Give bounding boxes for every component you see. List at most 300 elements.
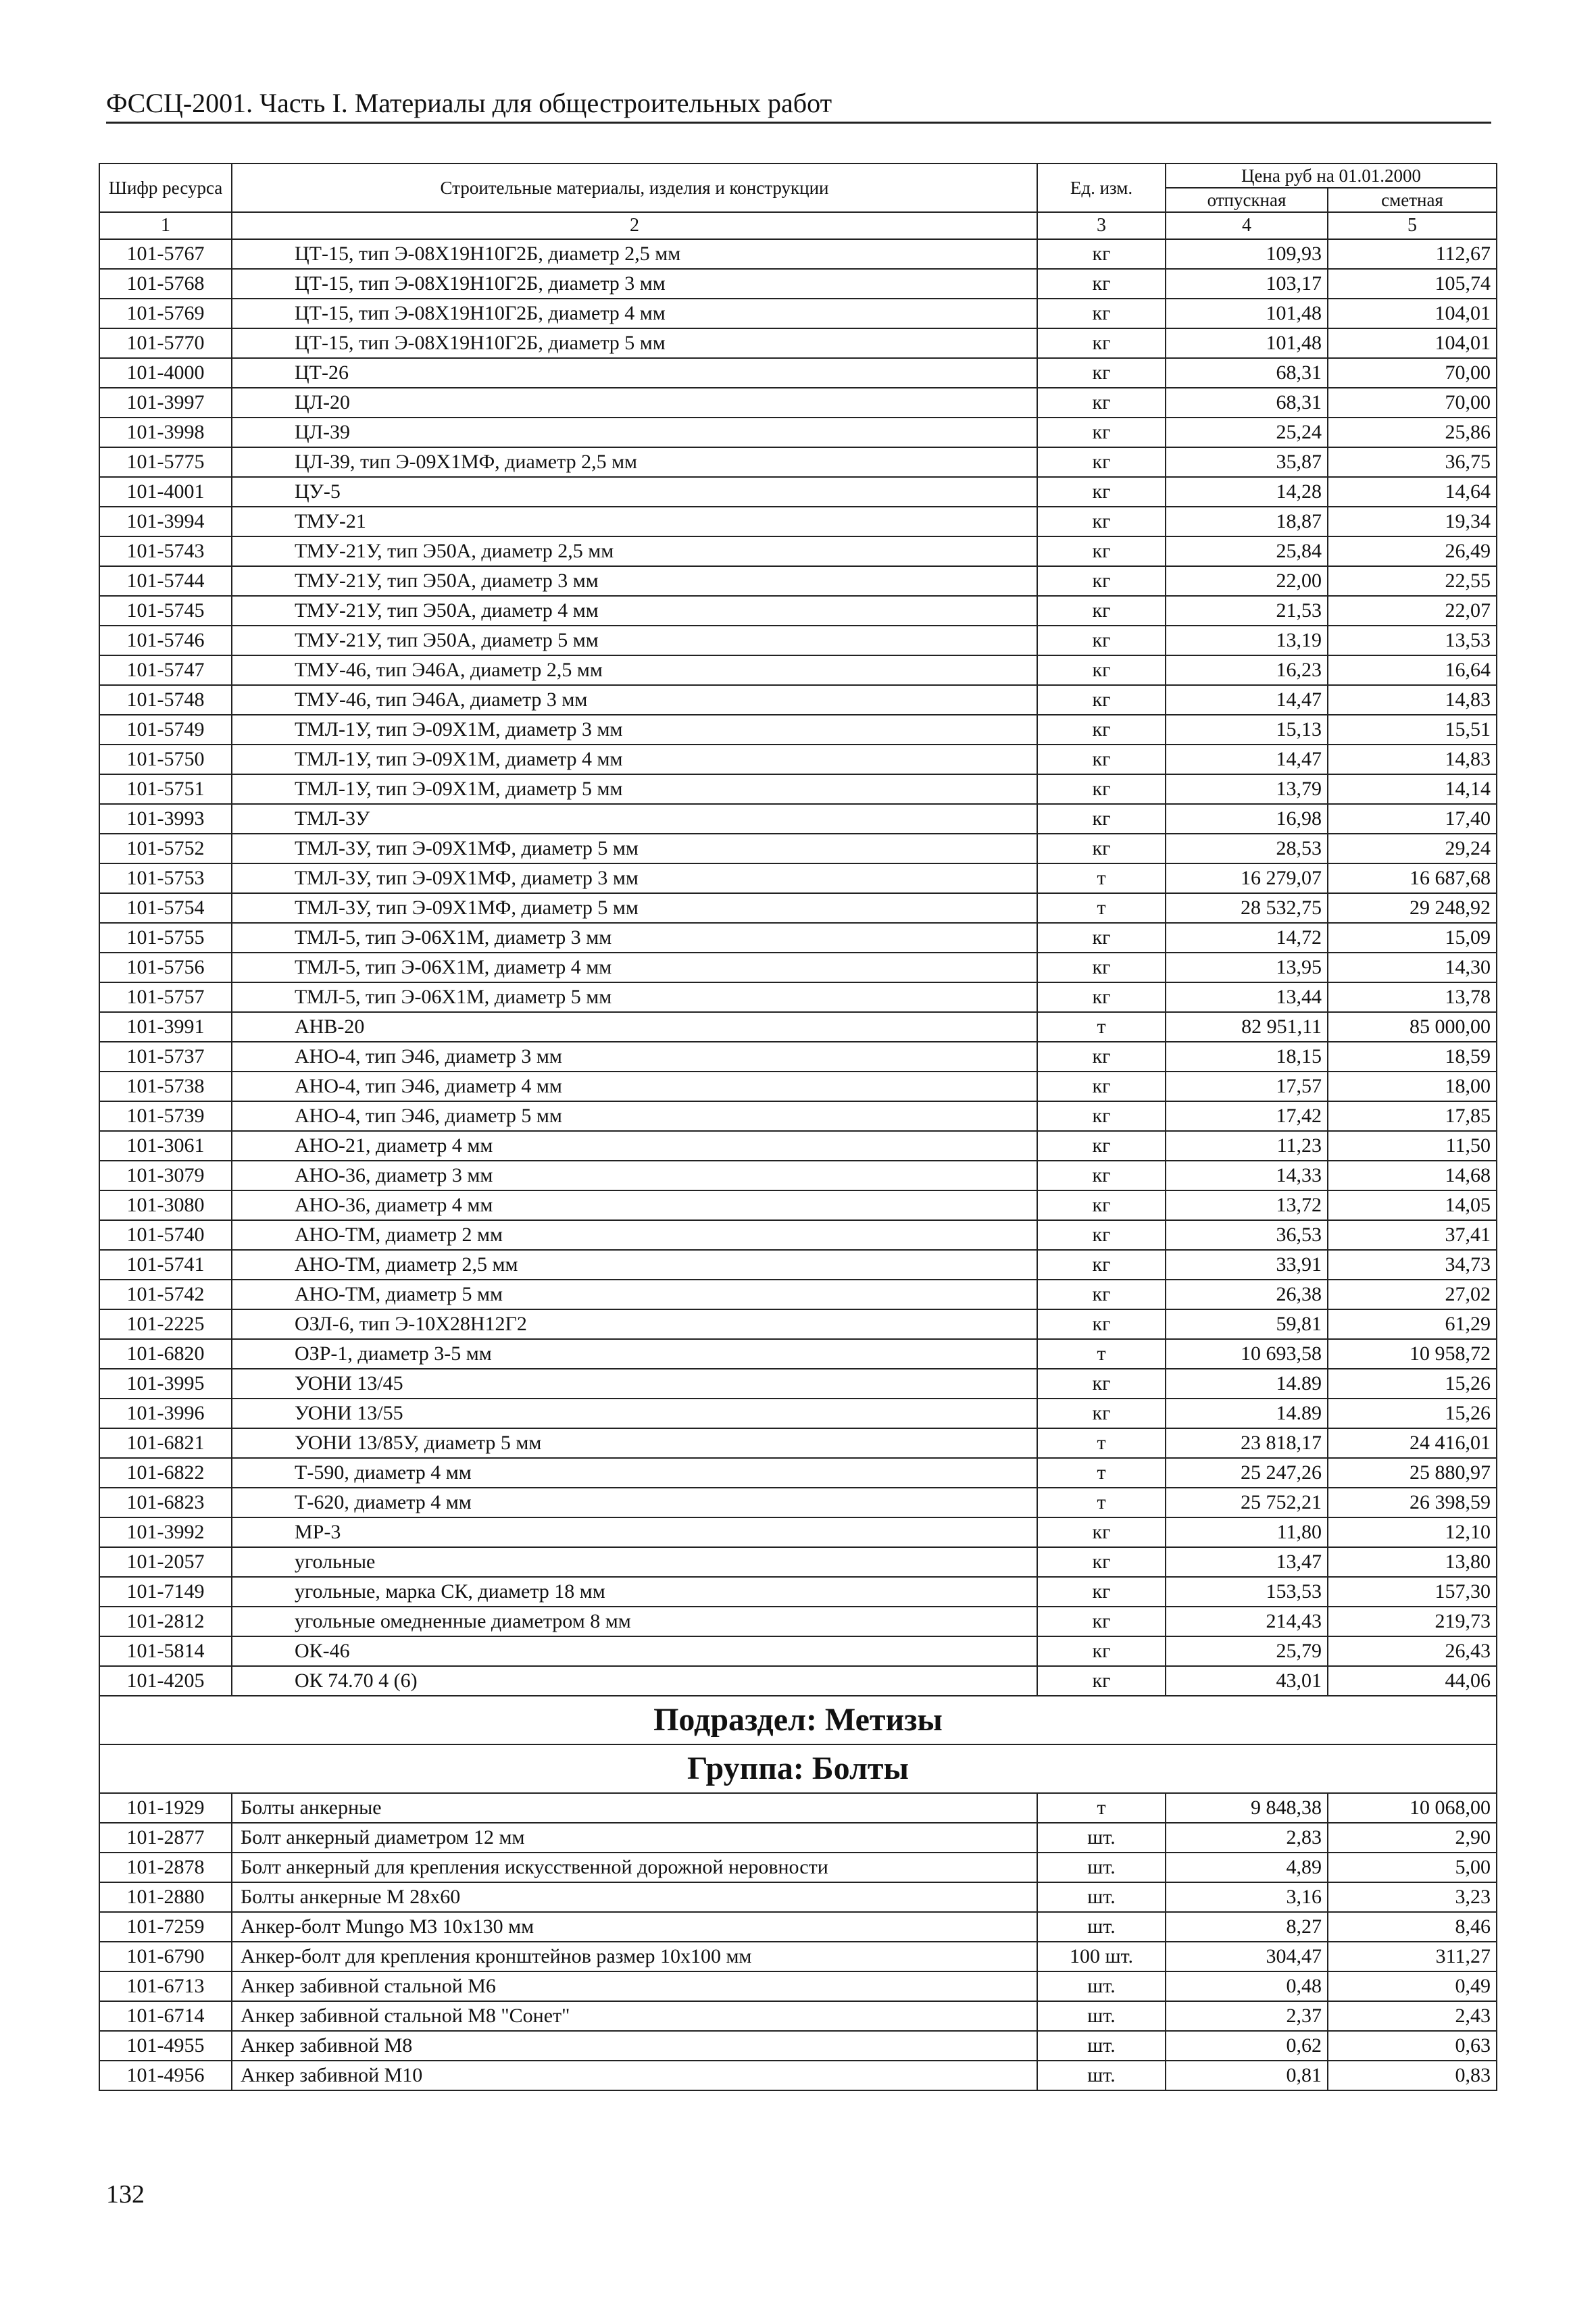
unit: кг (1037, 1280, 1166, 1309)
page-number: 132 (106, 2180, 145, 2209)
estimate-price: 29,24 (1328, 834, 1497, 863)
header-code: Шифр ресурса (99, 164, 232, 212)
release-price: 14,47 (1166, 745, 1328, 774)
table-row (99, 1666, 1497, 1696)
table-row (99, 923, 1497, 953)
release-price: 14,72 (1166, 923, 1328, 953)
resource-code: 101-5767 (99, 239, 232, 269)
table-row (99, 1042, 1497, 1072)
release-price: 4,89 (1166, 1853, 1328, 1882)
resource-code: 101-6714 (99, 2001, 232, 2031)
resource-code: 101-2812 (99, 1607, 232, 1636)
table-row (99, 774, 1497, 804)
resource-code: 101-5750 (99, 745, 232, 774)
table-row (99, 1636, 1497, 1666)
unit: кг (1037, 1101, 1166, 1131)
resource-code: 101-5753 (99, 863, 232, 893)
estimate-price: 27,02 (1328, 1280, 1497, 1309)
unit: т (1037, 893, 1166, 923)
table-row (99, 1280, 1497, 1309)
material-name: Анкер забивной стальной М6 (232, 1971, 1037, 2001)
table-row (99, 1131, 1497, 1161)
release-price: 82 951,11 (1166, 1012, 1328, 1042)
table-row (99, 477, 1497, 507)
header-name: Строительные материалы, изделия и конструкции (232, 164, 1037, 212)
estimate-price: 17,40 (1328, 804, 1497, 834)
estimate-price: 19,34 (1328, 507, 1497, 536)
resource-code: 101-6823 (99, 1488, 232, 1517)
release-price: 36,53 (1166, 1220, 1328, 1250)
table-row (99, 1101, 1497, 1131)
resource-code: 101-3994 (99, 507, 232, 536)
material-name: ТМЛ-5, тип Э-06Х1М, диаметр 3 мм (232, 923, 1037, 953)
subsection-title: Подраздел: Метизы (99, 1696, 1497, 1744)
material-name: ТМЛ-1У, тип Э-09Х1М, диаметр 3 мм (232, 715, 1037, 745)
unit: шт. (1037, 2061, 1166, 2090)
resource-code: 101-5739 (99, 1101, 232, 1131)
release-price: 0,62 (1166, 2031, 1328, 2061)
release-price: 17,57 (1166, 1072, 1328, 1101)
resource-code: 101-2057 (99, 1547, 232, 1577)
resource-code: 101-3997 (99, 388, 232, 418)
table-row (99, 328, 1497, 358)
unit: шт. (1037, 1853, 1166, 1882)
resource-code: 101-2878 (99, 1853, 232, 1882)
unit: шт. (1037, 2001, 1166, 2031)
material-name: Т-590, диаметр 4 мм (232, 1458, 1037, 1488)
header-estimate-price: сметная (1328, 188, 1497, 212)
material-name: ТМЛ-5, тип Э-06Х1М, диаметр 4 мм (232, 953, 1037, 982)
table-row (99, 655, 1497, 685)
material-name: ТМЛ-1У, тип Э-09Х1М, диаметр 5 мм (232, 774, 1037, 804)
material-name: ТМУ-46, тип Э46А, диаметр 3 мм (232, 685, 1037, 715)
resource-code: 101-5757 (99, 982, 232, 1012)
material-name: ТМЛ-5, тип Э-06Х1М, диаметр 5 мм (232, 982, 1037, 1012)
resource-code: 101-2880 (99, 1882, 232, 1912)
column-number: 1 (99, 212, 232, 239)
release-price: 17,42 (1166, 1101, 1328, 1131)
unit: кг (1037, 536, 1166, 566)
release-price: 13,95 (1166, 953, 1328, 982)
material-name: ЦЛ-39 (232, 418, 1037, 447)
release-price: 214,43 (1166, 1607, 1328, 1636)
material-name: Болт анкерный диаметром 12 мм (232, 1823, 1037, 1853)
resource-code: 101-4000 (99, 358, 232, 388)
table-row (99, 1942, 1497, 1971)
estimate-price: 10 068,00 (1328, 1793, 1497, 1823)
release-price: 14.89 (1166, 1399, 1328, 1428)
unit: кг (1037, 1399, 1166, 1428)
estimate-price: 34,73 (1328, 1250, 1497, 1280)
release-price: 68,31 (1166, 388, 1328, 418)
estimate-price: 29 248,92 (1328, 893, 1497, 923)
table-body (99, 212, 1497, 2090)
unit: т (1037, 863, 1166, 893)
unit: шт. (1037, 1971, 1166, 2001)
table-row (99, 1823, 1497, 1853)
resource-code: 101-5756 (99, 953, 232, 982)
estimate-price: 44,06 (1328, 1666, 1497, 1696)
release-price: 25,84 (1166, 536, 1328, 566)
material-name: ЦТ-15, тип Э-08Х19Н10Г2Б, диаметр 3 мм (232, 269, 1037, 299)
table-row (99, 715, 1497, 745)
release-price: 13,79 (1166, 774, 1328, 804)
release-price: 33,91 (1166, 1250, 1328, 1280)
material-name: ТМУ-21У, тип Э50А, диаметр 5 мм (232, 626, 1037, 655)
unit: кг (1037, 804, 1166, 834)
material-name: Болты анкерные М 28х60 (232, 1882, 1037, 1912)
material-name: ЦЛ-20 (232, 388, 1037, 418)
unit: кг (1037, 745, 1166, 774)
unit: т (1037, 1428, 1166, 1458)
estimate-price: 18,59 (1328, 1042, 1497, 1072)
estimate-price: 26,43 (1328, 1636, 1497, 1666)
release-price: 18,87 (1166, 507, 1328, 536)
table-row (99, 1309, 1497, 1339)
estimate-price: 14,05 (1328, 1190, 1497, 1220)
release-price: 16,23 (1166, 655, 1328, 685)
material-name: ТМЛ-3У, тип Э-09Х1МФ, диаметр 5 мм (232, 834, 1037, 863)
table-row (99, 447, 1497, 477)
estimate-price: 13,53 (1328, 626, 1497, 655)
resource-code: 101-6820 (99, 1339, 232, 1369)
estimate-price: 112,67 (1328, 239, 1497, 269)
unit: кг (1037, 982, 1166, 1012)
table-row (99, 1220, 1497, 1250)
estimate-price: 24 416,01 (1328, 1428, 1497, 1458)
material-name: МР-3 (232, 1517, 1037, 1547)
release-price: 13,19 (1166, 626, 1328, 655)
estimate-price: 26,49 (1328, 536, 1497, 566)
release-price: 14,47 (1166, 685, 1328, 715)
estimate-price: 104,01 (1328, 299, 1497, 328)
unit: кг (1037, 1607, 1166, 1636)
unit: кг (1037, 1577, 1166, 1607)
estimate-price: 15,51 (1328, 715, 1497, 745)
material-name: ТМУ-21У, тип Э50А, диаметр 4 мм (232, 596, 1037, 626)
table-row (99, 1339, 1497, 1369)
release-price: 10 693,58 (1166, 1339, 1328, 1369)
resource-code: 101-3998 (99, 418, 232, 447)
resource-code: 101-5744 (99, 566, 232, 596)
material-name: ТМЛ-1У, тип Э-09Х1М, диаметр 4 мм (232, 745, 1037, 774)
resource-code: 101-5768 (99, 269, 232, 299)
estimate-price: 36,75 (1328, 447, 1497, 477)
table-row (99, 1012, 1497, 1042)
unit: кг (1037, 299, 1166, 328)
resource-code: 101-3995 (99, 1369, 232, 1399)
material-name: ОК 74.70 4 (6) (232, 1666, 1037, 1696)
release-price: 26,38 (1166, 1280, 1328, 1309)
unit: 100 шт. (1037, 1942, 1166, 1971)
estimate-price: 15,26 (1328, 1369, 1497, 1399)
resource-code: 101-5745 (99, 596, 232, 626)
estimate-price: 17,85 (1328, 1101, 1497, 1131)
estimate-price: 18,00 (1328, 1072, 1497, 1101)
table-row (99, 418, 1497, 447)
release-price: 11,80 (1166, 1517, 1328, 1547)
table-row (99, 685, 1497, 715)
resource-code: 101-7149 (99, 1577, 232, 1607)
release-price: 13,72 (1166, 1190, 1328, 1220)
unit: кг (1037, 715, 1166, 745)
estimate-price: 26 398,59 (1328, 1488, 1497, 1517)
resource-code: 101-5775 (99, 447, 232, 477)
material-name: УОНИ 13/55 (232, 1399, 1037, 1428)
release-price: 22,00 (1166, 566, 1328, 596)
material-name: АНО-ТМ, диаметр 2,5 мм (232, 1250, 1037, 1280)
unit: кг (1037, 1547, 1166, 1577)
estimate-price: 37,41 (1328, 1220, 1497, 1250)
estimate-price: 14,14 (1328, 774, 1497, 804)
unit: кг (1037, 1131, 1166, 1161)
estimate-price: 15,26 (1328, 1399, 1497, 1428)
column-number: 3 (1037, 212, 1166, 239)
resource-code: 101-5769 (99, 299, 232, 328)
release-price: 2,37 (1166, 2001, 1328, 2031)
estimate-price: 12,10 (1328, 1517, 1497, 1547)
estimate-price: 14,30 (1328, 953, 1497, 982)
release-price: 68,31 (1166, 358, 1328, 388)
table-row (99, 1190, 1497, 1220)
table-row (99, 1882, 1497, 1912)
unit: кг (1037, 685, 1166, 715)
material-name: ТМУ-21 (232, 507, 1037, 536)
table-row (99, 2031, 1497, 2061)
unit: кг (1037, 1309, 1166, 1339)
unit: кг (1037, 328, 1166, 358)
resource-code: 101-3061 (99, 1131, 232, 1161)
header-price-group: Цена руб на 01.01.2000 (1166, 164, 1497, 188)
material-name: ТМЛ-3У (232, 804, 1037, 834)
estimate-price: 16,64 (1328, 655, 1497, 685)
resource-code: 101-5755 (99, 923, 232, 953)
table-row (99, 1161, 1497, 1190)
material-name: АНВ-20 (232, 1012, 1037, 1042)
resource-code: 101-5740 (99, 1220, 232, 1250)
estimate-price: 70,00 (1328, 388, 1497, 418)
release-price: 28 532,75 (1166, 893, 1328, 923)
estimate-price: 16 687,68 (1328, 863, 1497, 893)
material-name: Анкер-болт Mungo М3 10х130 мм (232, 1912, 1037, 1942)
release-price: 13,44 (1166, 982, 1328, 1012)
material-name: Болт анкерный для крепления искусственной дорожной неровности (232, 1853, 1037, 1882)
material-name: АНО-4, тип Э46, диаметр 5 мм (232, 1101, 1037, 1131)
material-name: ТМУ-21У, тип Э50А, диаметр 2,5 мм (232, 536, 1037, 566)
estimate-price: 157,30 (1328, 1577, 1497, 1607)
estimate-price: 3,23 (1328, 1882, 1497, 1912)
release-price: 59,81 (1166, 1309, 1328, 1339)
material-name: ЦТ-26 (232, 358, 1037, 388)
resource-code: 101-5814 (99, 1636, 232, 1666)
material-name: АНО-36, диаметр 3 мм (232, 1161, 1037, 1190)
material-name: Анкер забивной М10 (232, 2061, 1037, 2090)
resource-code: 101-5747 (99, 655, 232, 685)
unit: кг (1037, 1190, 1166, 1220)
price-table (99, 163, 1497, 2091)
table-row (99, 804, 1497, 834)
resource-code: 101-4001 (99, 477, 232, 507)
estimate-price: 15,09 (1328, 923, 1497, 953)
estimate-price: 5,00 (1328, 1853, 1497, 1882)
unit: кг (1037, 1072, 1166, 1101)
release-price: 25 752,21 (1166, 1488, 1328, 1517)
estimate-price: 14,64 (1328, 477, 1497, 507)
resource-code: 101-6821 (99, 1428, 232, 1458)
resource-code: 101-5752 (99, 834, 232, 863)
unit: кг (1037, 418, 1166, 447)
table-row (99, 358, 1497, 388)
unit: кг (1037, 1666, 1166, 1696)
resource-code: 101-6822 (99, 1458, 232, 1488)
estimate-price: 11,50 (1328, 1131, 1497, 1161)
release-price: 11,23 (1166, 1131, 1328, 1161)
release-price: 25,24 (1166, 418, 1328, 447)
release-price: 28,53 (1166, 834, 1328, 863)
header-row (99, 164, 1497, 188)
estimate-price: 85 000,00 (1328, 1012, 1497, 1042)
material-name: ТМЛ-3У, тип Э-09Х1МФ, диаметр 5 мм (232, 893, 1037, 923)
resource-code: 101-3996 (99, 1399, 232, 1428)
resource-code: 101-3992 (99, 1517, 232, 1547)
material-name: АНО-ТМ, диаметр 5 мм (232, 1280, 1037, 1309)
resource-code: 101-5770 (99, 328, 232, 358)
material-name: ОЗЛ-6, тип Э-10Х28Н12Г2 (232, 1309, 1037, 1339)
release-price: 14,28 (1166, 477, 1328, 507)
material-name: Анкер забивной М8 (232, 2031, 1037, 2061)
material-name: ЦТ-15, тип Э-08Х19Н10Г2Б, диаметр 2,5 мм (232, 239, 1037, 269)
estimate-price: 219,73 (1328, 1607, 1497, 1636)
unit: кг (1037, 1369, 1166, 1399)
estimate-price: 61,29 (1328, 1309, 1497, 1339)
material-name: Анкер-болт для крепления кронштейнов размер 10х100 мм (232, 1942, 1037, 1971)
release-price: 153,53 (1166, 1577, 1328, 1607)
release-price: 14,33 (1166, 1161, 1328, 1190)
resource-code: 101-6790 (99, 1942, 232, 1971)
unit: т (1037, 1793, 1166, 1823)
release-price: 35,87 (1166, 447, 1328, 477)
material-name: УОНИ 13/45 (232, 1369, 1037, 1399)
release-price: 16,98 (1166, 804, 1328, 834)
resource-code: 101-5743 (99, 536, 232, 566)
resource-code: 101-5742 (99, 1280, 232, 1309)
table-row (99, 239, 1497, 269)
unit: шт. (1037, 2031, 1166, 2061)
table-row (99, 1971, 1497, 2001)
resource-code: 101-5754 (99, 893, 232, 923)
unit: шт. (1037, 1882, 1166, 1912)
material-name: ОК-46 (232, 1636, 1037, 1666)
material-name: АНО-21, диаметр 4 мм (232, 1131, 1037, 1161)
table-row (99, 745, 1497, 774)
material-name: ЦТ-15, тип Э-08Х19Н10Г2Б, диаметр 5 мм (232, 328, 1037, 358)
material-name: Т-620, диаметр 4 мм (232, 1488, 1037, 1517)
release-price: 0,48 (1166, 1971, 1328, 2001)
unit: кг (1037, 834, 1166, 863)
column-number: 2 (232, 212, 1037, 239)
table-row (99, 953, 1497, 982)
estimate-price: 22,07 (1328, 596, 1497, 626)
table-row (99, 1547, 1497, 1577)
table-row (99, 269, 1497, 299)
unit: кг (1037, 1042, 1166, 1072)
material-name: ЦЛ-39, тип Э-09Х1МФ, диаметр 2,5 мм (232, 447, 1037, 477)
unit: кг (1037, 358, 1166, 388)
release-price: 15,13 (1166, 715, 1328, 745)
release-price: 21,53 (1166, 596, 1328, 626)
unit: т (1037, 1012, 1166, 1042)
estimate-price: 13,80 (1328, 1547, 1497, 1577)
estimate-price: 14,83 (1328, 745, 1497, 774)
unit: кг (1037, 566, 1166, 596)
table-row (99, 1399, 1497, 1428)
unit: кг (1037, 1636, 1166, 1666)
table-row (99, 893, 1497, 923)
material-name: ЦТ-15, тип Э-08Х19Н10Г2Б, диаметр 4 мм (232, 299, 1037, 328)
table-row (99, 1793, 1497, 1823)
estimate-price: 14,83 (1328, 685, 1497, 715)
unit: т (1037, 1339, 1166, 1369)
resource-code: 101-5749 (99, 715, 232, 745)
unit: кг (1037, 626, 1166, 655)
unit: кг (1037, 269, 1166, 299)
resource-code: 101-2877 (99, 1823, 232, 1853)
material-name: ОЗР-1, диаметр 3-5 мм (232, 1339, 1037, 1369)
resource-code: 101-3993 (99, 804, 232, 834)
unit: кг (1037, 596, 1166, 626)
material-name: ТМЛ-3У, тип Э-09Х1МФ, диаметр 3 мм (232, 863, 1037, 893)
unit: кг (1037, 447, 1166, 477)
table-row (99, 1607, 1497, 1636)
estimate-price: 10 958,72 (1328, 1339, 1497, 1369)
resource-code: 101-3079 (99, 1161, 232, 1190)
table-row (99, 507, 1497, 536)
release-price: 9 848,38 (1166, 1793, 1328, 1823)
table-row (99, 834, 1497, 863)
resource-code: 101-5748 (99, 685, 232, 715)
estimate-price: 70,00 (1328, 358, 1497, 388)
estimate-price: 2,90 (1328, 1823, 1497, 1853)
release-price: 109,93 (1166, 239, 1328, 269)
material-name: УОНИ 13/85У, диаметр 5 мм (232, 1428, 1037, 1458)
release-price: 304,47 (1166, 1942, 1328, 1971)
estimate-price: 2,43 (1328, 2001, 1497, 2031)
table-row (99, 388, 1497, 418)
estimate-price: 8,46 (1328, 1912, 1497, 1942)
resource-code: 101-5751 (99, 774, 232, 804)
table-row (99, 1577, 1497, 1607)
release-price: 25,79 (1166, 1636, 1328, 1666)
release-price: 23 818,17 (1166, 1428, 1328, 1458)
release-price: 0,81 (1166, 2061, 1328, 2090)
table-row (99, 1458, 1497, 1488)
unit: кг (1037, 388, 1166, 418)
table-row (99, 1428, 1497, 1458)
material-name: угольные омедненные диаметром 8 мм (232, 1607, 1037, 1636)
unit: шт. (1037, 1912, 1166, 1942)
unit: т (1037, 1488, 1166, 1517)
unit: кг (1037, 953, 1166, 982)
resource-code: 101-5746 (99, 626, 232, 655)
release-price: 2,83 (1166, 1823, 1328, 1853)
material-name: угольные, марка СК, диаметр 18 мм (232, 1577, 1037, 1607)
estimate-price: 25,86 (1328, 418, 1497, 447)
header-unit: Ед. изм. (1037, 164, 1166, 212)
release-price: 25 247,26 (1166, 1458, 1328, 1488)
table-row (99, 299, 1497, 328)
estimate-price: 104,01 (1328, 328, 1497, 358)
estimate-price: 0,63 (1328, 2031, 1497, 2061)
